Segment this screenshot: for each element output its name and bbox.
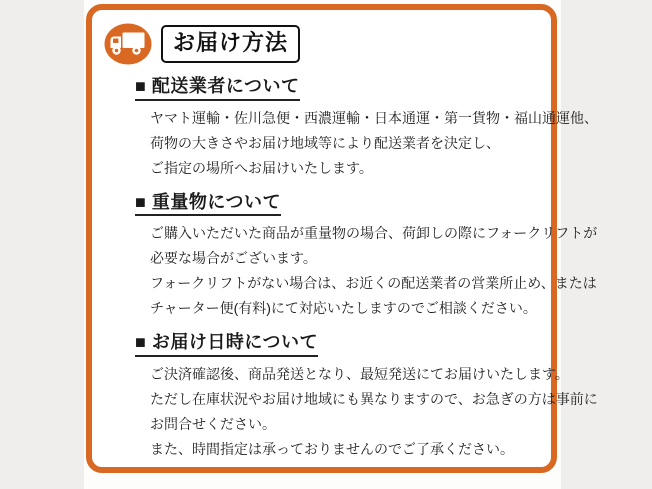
- body-line: また、時間指定は承っておりませんのでご了承ください。: [150, 440, 514, 457]
- body-line: ご購入いただいた商品が重量物の場合、荷卸しの際にフォークリフトが: [150, 225, 598, 242]
- body-line: ご決済確認後、商品発送となり、最短発送にてお届けいたします。: [150, 365, 569, 382]
- body-line: ヤマト運輸・佐川急便・西濃運輸・日本通運・第一貨物・福山通運他、: [150, 109, 598, 126]
- sections: [135, 76, 598, 462]
- body-line: チャーター便(有料)にて対応いたしますのでご相談ください。: [150, 300, 537, 317]
- delivery-info-panel: [86, 4, 598, 473]
- section-carriers: [135, 76, 598, 181]
- panel-title: お届け方法: [161, 25, 300, 62]
- section-delivery-datetime: [135, 332, 598, 462]
- section-carriers-heading: ■ 配送業者について: [135, 76, 300, 101]
- section-carriers-body: [150, 106, 598, 181]
- body-line: ご指定の場所へお届けいたします。: [150, 159, 373, 176]
- body-line: お問合せください。: [150, 415, 276, 432]
- body-line: ただし在庫状況やお届け地域にも異なりますので、お急ぎの方は事前に: [150, 390, 598, 407]
- section-heavy-items-body: [150, 221, 598, 321]
- body-line: 必要な場合がございます。: [150, 250, 317, 267]
- truck-icon: [104, 23, 152, 65]
- section-delivery-datetime-heading: ■ お届け日時について: [135, 332, 318, 357]
- body-line: フォークリフトがない場合は、お近くの配送業者の営業所止め、または: [150, 275, 597, 292]
- section-delivery-datetime-body: [150, 362, 598, 462]
- body-line: 荷物の大きさやお届け地域等により配送業者を決定し、: [150, 134, 500, 151]
- section-heavy-items-heading: ■ 重量物について: [135, 192, 281, 217]
- panel-title-row: [104, 23, 551, 65]
- section-heavy-items: [135, 191, 598, 322]
